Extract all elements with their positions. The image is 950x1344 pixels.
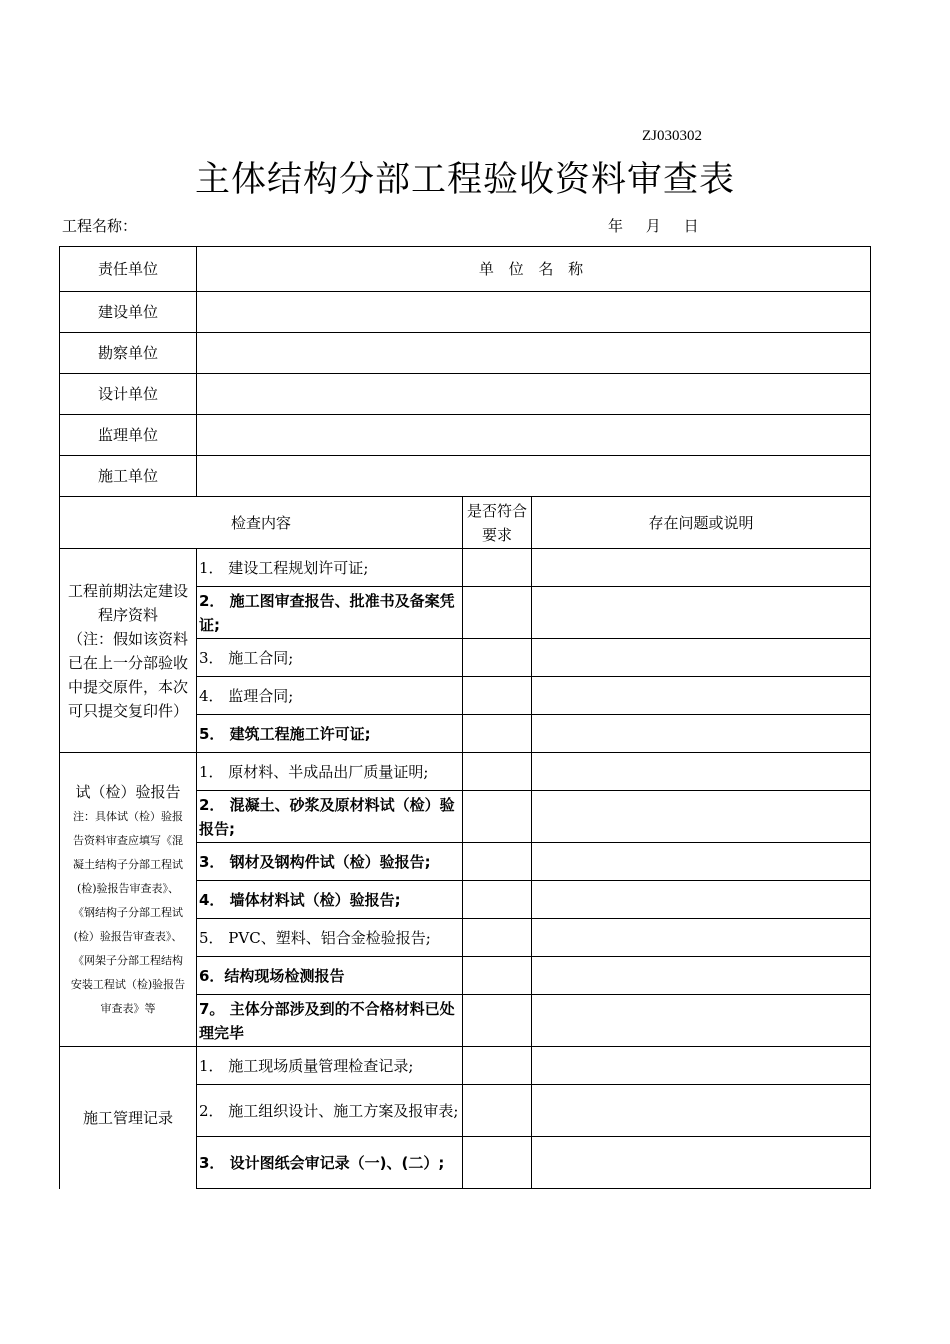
conform-cell[interactable]	[463, 1085, 532, 1137]
conform-cell[interactable]	[463, 587, 532, 639]
unit-name-cell[interactable]	[197, 374, 871, 415]
conform-cell[interactable]	[463, 1137, 532, 1189]
conform-cell[interactable]	[463, 919, 532, 957]
table-row	[60, 1047, 871, 1085]
conform-cell[interactable]	[463, 843, 532, 881]
group-label-note	[62, 805, 194, 1021]
group-label-construction-records: 施工管理记录	[60, 1047, 197, 1189]
conform-cell[interactable]	[463, 1047, 532, 1085]
unit-row	[60, 415, 871, 456]
check-item: 2． 施工图审查报告、批准书及备案凭证;	[197, 587, 463, 639]
check-item: 4． 墙体材料试（检）验报告;	[197, 881, 463, 919]
issue-cell[interactable]	[532, 549, 871, 587]
conform-cell[interactable]	[463, 549, 532, 587]
conform-cell[interactable]	[463, 881, 532, 919]
check-item: 7。 主体分部涉及到的不合格材料已处理完毕	[197, 995, 463, 1047]
note-line: 《钢结构子分部工程试	[73, 905, 183, 919]
date-field	[608, 215, 717, 236]
conform-cell[interactable]	[463, 677, 532, 715]
review-table	[59, 246, 871, 1189]
note-line: 审查表》等	[100, 1001, 156, 1015]
group-label-line: （注：假如该资料	[67, 629, 188, 648]
table-row	[60, 753, 871, 791]
issue-cell[interactable]	[532, 843, 871, 881]
unit-label: 监理单位	[60, 415, 197, 456]
conform-cell[interactable]	[463, 715, 532, 753]
responsible-unit-header: 责任单位	[60, 247, 197, 292]
unit-row	[60, 456, 871, 497]
check-item: 3． 钢材及钢构件试（检）验报告;	[197, 843, 463, 881]
issue-cell[interactable]	[532, 639, 871, 677]
check-item: 4． 监理合同;	[197, 677, 463, 715]
check-item: 2． 混凝土、砂浆及原材料试（检）验报告;	[197, 791, 463, 843]
group-label-line: 可只提交复印件）	[67, 701, 188, 720]
group-label-line: 工程前期法定建设	[67, 581, 188, 600]
unit-name-cell[interactable]	[197, 415, 871, 456]
unit-label: 设计单位	[60, 374, 197, 415]
group-label-line: 程序资料	[97, 605, 158, 624]
unit-row	[60, 333, 871, 374]
conform-header	[463, 497, 532, 549]
note-line: 安装工程试（检)验报告	[70, 977, 186, 991]
check-item: 2． 施工组织设计、施工方案及报审表;	[197, 1085, 463, 1137]
issue-cell[interactable]	[532, 957, 871, 995]
check-item: 5． PVC、塑料、铝合金检验报告;	[197, 919, 463, 957]
unit-label: 勘察单位	[60, 333, 197, 374]
issue-cell[interactable]	[532, 753, 871, 791]
note-line: 《网架子分部工程结构	[73, 953, 183, 967]
check-item: 5． 建筑工程施工许可证;	[197, 715, 463, 753]
check-item: 3． 设计图纸会审记录（一)、(二）;	[197, 1137, 463, 1189]
day-label: 日	[683, 217, 699, 235]
unit-name-cell[interactable]	[197, 456, 871, 497]
form-code: ZJ030302	[642, 128, 702, 144]
project-name-label: 工程名称：	[62, 217, 138, 235]
conform-cell[interactable]	[463, 957, 532, 995]
conform-cell[interactable]	[463, 995, 532, 1047]
issue-cell[interactable]	[532, 881, 871, 919]
note-line: (检)验报告审查表》、	[76, 881, 180, 895]
group-label-legal-docs	[60, 549, 197, 753]
issue-cell[interactable]	[532, 1137, 871, 1189]
issue-cell[interactable]	[532, 995, 871, 1047]
unit-name-cell[interactable]	[197, 292, 871, 333]
note-line: 告资料审查应填写《混	[73, 833, 183, 847]
page-title: 主体结构分部工程验收资料审查表	[194, 160, 735, 200]
table-row	[60, 549, 871, 587]
group-label-line: 中提交原件，本次	[67, 677, 188, 696]
check-item: 1． 建设工程规划许可证;	[197, 549, 463, 587]
issue-cell[interactable]	[532, 677, 871, 715]
check-item: 1． 原材料、半成品出厂质量证明;	[197, 753, 463, 791]
check-header-row	[60, 497, 871, 549]
month-label: 月	[645, 217, 661, 235]
check-item: 1． 施工现场质量管理检查记录;	[197, 1047, 463, 1085]
unit-row	[60, 374, 871, 415]
issue-cell[interactable]	[532, 715, 871, 753]
unit-name-cell[interactable]	[197, 333, 871, 374]
issue-cell[interactable]	[532, 791, 871, 843]
conform-cell[interactable]	[463, 639, 532, 677]
unit-row	[60, 292, 871, 333]
check-item: 3． 施工合同;	[197, 639, 463, 677]
issue-cell[interactable]	[532, 587, 871, 639]
conform-cell[interactable]	[463, 791, 532, 843]
unit-label: 建设单位	[60, 292, 197, 333]
issue-cell[interactable]	[532, 1047, 871, 1085]
conform-header-line1: 是否符合	[466, 501, 527, 520]
unit-name-header: 单 位 名 称	[197, 247, 871, 292]
issue-cell[interactable]	[532, 1085, 871, 1137]
check-item: 6．结构现场检测报告	[197, 957, 463, 995]
group-label-main: 试（检）验报告	[75, 782, 181, 801]
group-label-test-reports	[60, 753, 197, 1047]
unit-label: 施工单位	[60, 456, 197, 497]
conform-cell[interactable]	[463, 753, 532, 791]
note-line: (检）验报告审查表》、	[73, 929, 183, 943]
check-content-header: 检查内容	[60, 497, 463, 549]
units-header-row	[60, 247, 871, 292]
conform-header-line2: 要求	[481, 525, 512, 544]
issues-header: 存在问题或说明	[532, 497, 871, 549]
issue-cell[interactable]	[532, 919, 871, 957]
group-label-line: 已在上一分部验收	[67, 653, 188, 672]
note-line: 凝土结构子分部工程试	[73, 857, 183, 871]
year-label: 年	[608, 217, 624, 235]
note-line: 注：具体试（检）验报	[73, 809, 183, 823]
